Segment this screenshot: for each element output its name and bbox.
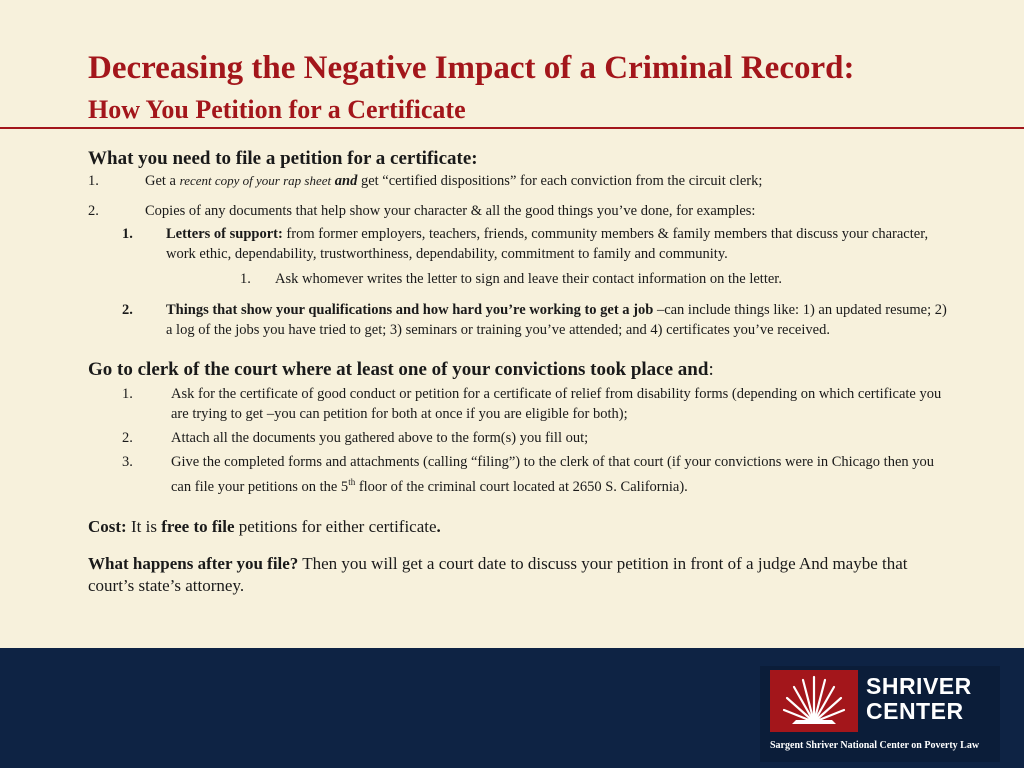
list-item <box>88 300 948 340</box>
bold-lead: Letters of support: <box>166 226 283 242</box>
list-text: Ask whomever writes the letter to sign and leave their contact information on the letter. <box>275 271 782 287</box>
list-item <box>88 384 948 424</box>
cost-label: Cost: <box>88 516 127 536</box>
sunburst-icon <box>770 670 858 732</box>
list-text: Ask for the certificate of good conduct or petition for a certificate of relief from disability forms (depending on which certificate you are trying to get –you can petition for both at once if you are eligible for both); <box>171 386 942 422</box>
list-text: Attach all the documents you gathered above to the form(s) you fill out; <box>171 430 589 446</box>
list-text: Letters of support: from former employers, teachers, friends, community members & family members that discuss your character, work ethic, dependability, trustworthiness, dependability, commitment to family and community. <box>166 226 929 262</box>
list-number: 3. <box>122 454 133 470</box>
list-text: Get a recent copy of your rap sheet and get “certified dispositions” for each conviction from the circuit clerk; <box>145 173 763 189</box>
bold-lead: Things that show your qualifications and how hard you’re working to get a job <box>166 302 654 318</box>
list-item <box>88 452 948 497</box>
list-number: 2. <box>122 430 133 446</box>
list-number: 1. <box>88 173 99 189</box>
list-item <box>88 201 948 221</box>
slide-subtitle: How You Petition for a Certificate <box>88 95 466 124</box>
cost-paragraph: Cost: It is free to file petitions for either certificate. <box>88 516 441 536</box>
shriver-center-logo <box>760 666 1000 762</box>
after-filing-paragraph: What happens after you file? Then you will get a court date to discuss your petition in front of a judge And maybe that court’s state’s attorney. <box>88 553 908 595</box>
emphasis-text: recent copy of your rap sheet <box>179 173 332 188</box>
logo-wordmark: SHRIVER CENTER <box>866 673 972 724</box>
list-item <box>88 171 948 191</box>
after-filing-label: What happens after you file? <box>88 553 299 573</box>
list-item <box>88 428 948 448</box>
list-text: Give the completed forms and attachments (calling “filing”) to the clerk of that court (if your convictions were in Chicago then you can file your petitions on the 5th floor of the criminal court located at 2650 S. California). <box>171 454 935 495</box>
section-heading-clerk: Go to clerk of the court where at least one of your convictions took place and: <box>88 359 714 380</box>
slide-content <box>88 148 948 597</box>
list-text: Copies of any documents that help show your character & all the good things you’ve done, for examples: <box>145 203 756 219</box>
list-number: 1. <box>240 271 251 287</box>
list-text: Things that show your qualifications and how hard you’re working to get a job –can include things like: 1) an updated resume; 2) a log of the jobs you have tried to get; 3) seminars or training you’ve attended; and 4) certificates you’ve received. <box>166 302 947 338</box>
list-item <box>88 269 948 289</box>
emphasis-text: and <box>334 173 358 189</box>
list-number: 2. <box>122 302 133 318</box>
title-divider <box>0 127 1024 129</box>
logo-tagline: Sargent Shriver National Center on Poverty Law <box>770 740 980 751</box>
list-number: 1. <box>122 386 133 402</box>
list-item <box>88 224 948 264</box>
section-heading-requirements: What you need to file a petition for a certificate: <box>88 148 478 169</box>
list-number: 1. <box>122 226 133 242</box>
slide-title: Decreasing the Negative Impact of a Criminal Record: <box>88 50 855 86</box>
list-number: 2. <box>88 203 99 219</box>
